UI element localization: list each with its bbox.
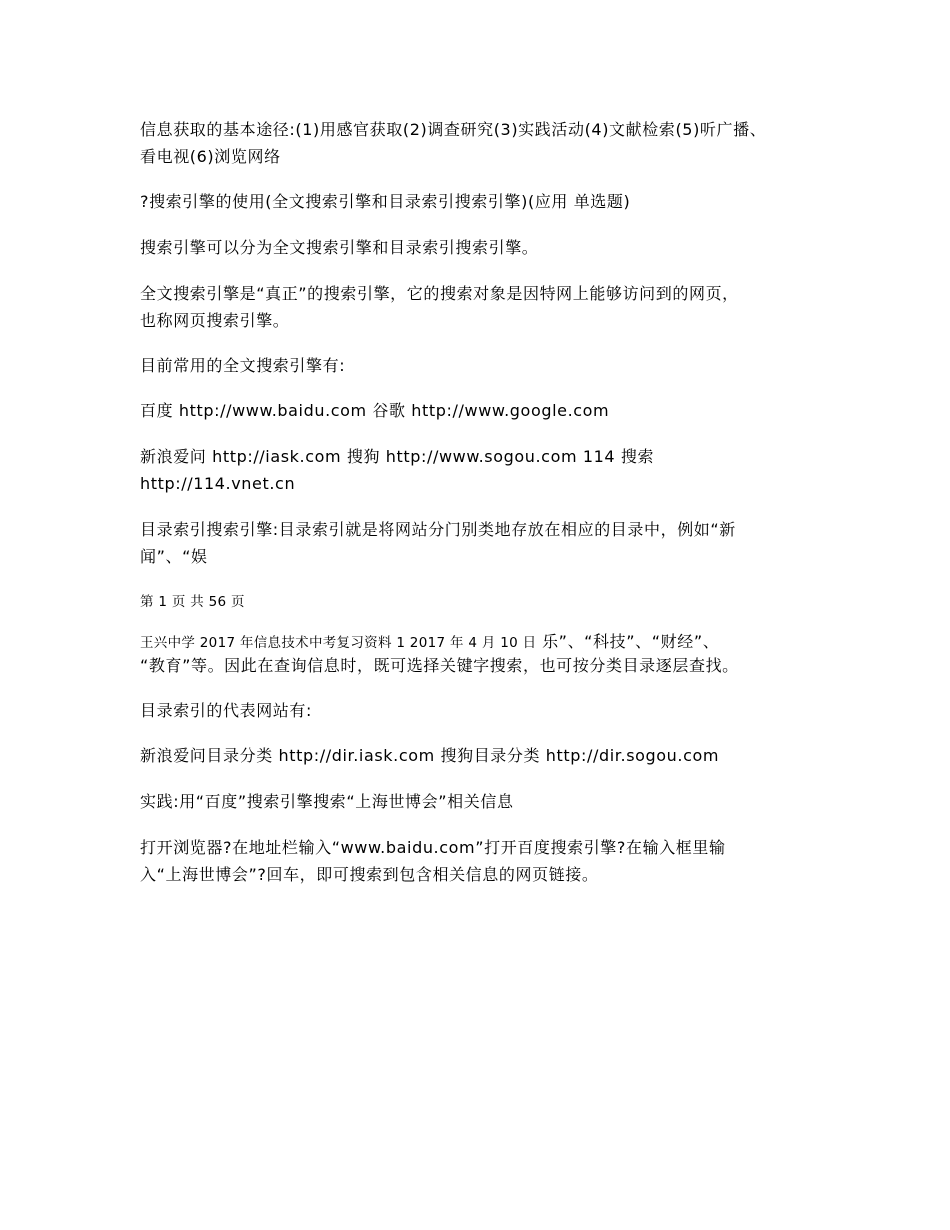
paragraph-search-engine-heading: ?搜索引擎的使用(全文搜索引擎和目录索引搜索引擎)(应用 单选题) <box>140 192 631 211</box>
paragraph-iask-sogou-line2: http://114.vnet.cn <box>140 474 296 493</box>
page-footer: 第 1 页 共 56 页 <box>140 594 245 610</box>
paragraph-header-line <box>140 632 719 653</box>
paragraph-directory-engine-line2: 闻”、“娱 <box>140 547 208 566</box>
paragraph-fulltext-engine-line2: 也称网页搜索引擎。 <box>140 311 290 330</box>
paragraph-practice-steps-line1: 打开浏览器?在地址栏输入“www.baidu.com”打开百度搜索引擎?在输入框里输 <box>140 838 726 857</box>
paragraph-directory-sites: 新浪爱问目录分类 http://dir.iask.com 搜狗目录分类 http://dir.sogou.com <box>140 746 720 765</box>
paragraph-directory-sites-heading: 目录索引的代表网站有: <box>140 701 312 720</box>
paragraph-baidu-google: 百度 http://www.baidu.com 谷歌 http://www.google.com <box>140 401 610 420</box>
paragraph-fulltext-engine-line1: 全文搜索引擎是“真正”的搜索引擎，它的搜索对象是因特网上能够访问到的网页， <box>140 284 739 303</box>
paragraph-practice-heading: 实践:用“百度”搜索引擎搜索“上海世博会”相关信息 <box>140 792 514 811</box>
paragraph-practice-steps-line2: 入“上海世博会”?回车，即可搜索到包含相关信息的网页链接。 <box>140 865 599 884</box>
paragraph-info-acquisition-line2: 看电视(6)浏览网络 <box>140 147 281 166</box>
paragraph-directory-engine-line1: 目录索引搜索引擎:目录索引就是将网站分门别类地存放在相应的目录中，例如“新 <box>140 520 736 539</box>
paragraph-iask-sogou-line1: 新浪爱问 http://iask.com 搜狗 http://www.sogou.com 114 搜索 <box>140 447 655 466</box>
paragraph-info-acquisition-line1: 信息获取的基本途径:(1)用感官获取(2)调查研究(3)实践活动(4)文献检索(5)听广播、 <box>140 120 767 139</box>
paragraph-common-engines-heading: 目前常用的全文搜索引擎有: <box>140 356 346 375</box>
page-header: 王兴中学 2017 年信息技术中考复习资料 1 2017 年 4 月 10 日 <box>140 635 537 651</box>
paragraph-categories-line2: “教育”等。因此在查询信息时，既可选择关键字搜索，也可按分类目录逐层查找。 <box>140 656 739 675</box>
paragraph-categories-line1-rest: 乐”、“科技”、“财经”、 <box>536 632 720 651</box>
paragraph-search-engine-types: 搜索引擎可以分为全文搜索引擎和目录索引搜索引擎。 <box>140 238 539 257</box>
